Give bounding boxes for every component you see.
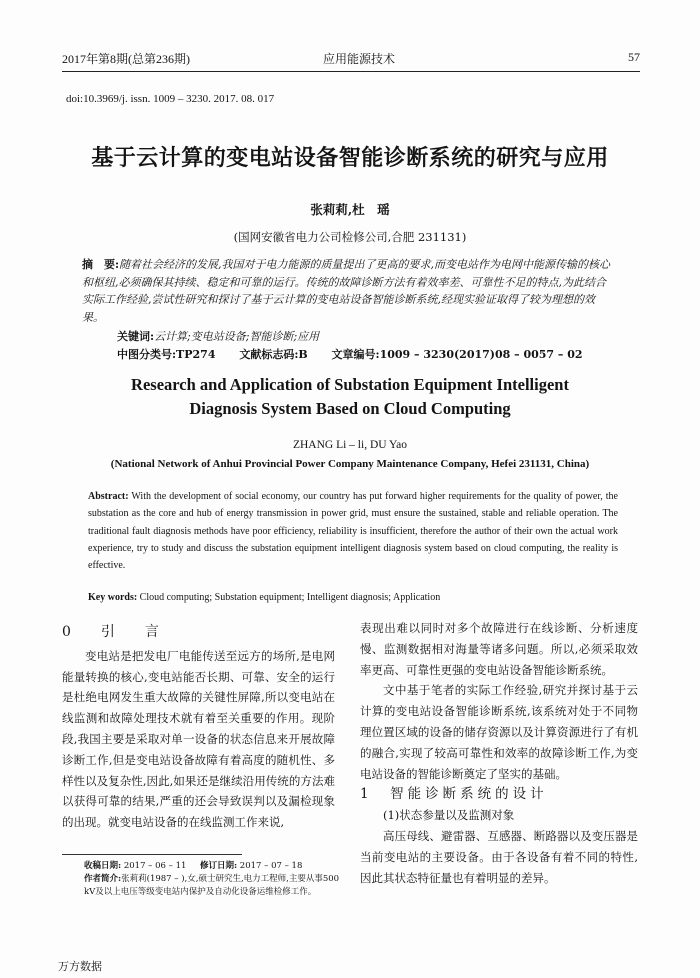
abstract-chinese-text: 随着社会经济的发展,我国对于电力能源的质量提出了更高的要求,而变电站作为电网中能源传输的核心和枢纽,必须确保其持续、稳定和可靠的运行。传统的故障诊断方法有着效率差、可靠性不足的特点,为此结合实际工作经验,尝试性研究和探讨了基于云计算的变电站设备智能诊断系统,经现实验证取得了较为理想的效果。 [82,258,611,324]
section-1-heading: 1 智能诊断系统的设计 [360,786,548,803]
abstract-english [88,488,618,574]
footnote-dates [84,860,344,873]
classification-line [117,346,637,362]
header-rule [62,71,640,72]
running-header [62,50,640,70]
keywords-english-label: Key words: [88,592,138,603]
keywords-chinese-text: 云计算;变电站设备;智能诊断;应用 [154,330,320,343]
footnote-rule [62,854,242,855]
footnote [84,860,344,899]
keywords-chinese [117,328,617,344]
body-column-left [62,622,335,833]
title-english [0,373,700,421]
footnote-author [84,873,344,899]
received-date: 2017 – 06 – 11 [123,861,187,871]
keywords-english [88,592,618,603]
document-code: 文献标志码:B [239,348,308,361]
title-english-line1: Research and Application of Substation Equipment Intelligent [131,375,569,394]
page-number: 57 [628,50,640,64]
author-bio: 张莉莉(1987 – ),女,硕士研究生,电力工程师,主要从事500 kV及以上电压等级变电站内保护及自动化设备运维检修工作。 [84,874,340,897]
article-number: 文章编号:1009 – 3230(2017)08 – 0057 – 02 [331,348,583,361]
keywords-english-text: Cloud computing; Substation equipment; Intelligent diagnosis; Application [139,592,441,603]
author-bio-label: 作者简介: [84,874,122,884]
abstract-english-label: Abstract: [88,491,129,502]
doi: doi:10.3969/j. issn. 1009 – 3230. 2017. 08. 017 [66,93,275,105]
abstract-chinese [82,256,612,326]
watermark: 万方数据 [58,960,102,973]
clc-number: 中图分类号:TP274 [117,348,216,361]
body-column-right [360,618,638,888]
authors-english: ZHANG Li – li, DU Yao [292,439,408,451]
authors-chinese: 张莉莉,杜 瑶 [310,202,390,217]
section-0-paragraph-1: 变电站是把发电厂电能传送至远方的场所,是电网能量转换的核心,变电站能否长期、可靠、安全的运行是杜绝电网发生重大故障的关键性屏障,所以变电站在线监测和故障处理技术就有着至关重要的作用。现阶段,我国主要是采取对单一设备的状态信息来开展故障诊断工作,但是变电站设备故障有着高度的随机性、多样性以及复杂性,因此,如果还是继续沿用传统的方法难以获得可靠的结果,严重的还会导致误判以及漏检现象的出现。就变电站设备的在线监测工作来说, [62,648,335,830]
issue-info: 2017年第8期(总第236期) [62,52,190,66]
journal-name: 应用能源技术 [323,52,396,66]
section-0-heading: 0 引 言 [62,624,167,640]
subsection-1-heading: (1)状态参量以及监测对象 [383,808,515,823]
abstract-english-text: With the development of social economy, our country has put forward higher requirements for the quality of power, the substation as the core and hub of energy transmission in power grid, must ensure the sustained, stable and reliable operation. The traditional fault diagnosis methods have poor efficiency, reliability is insufficient, therefore the author of their own the actual work experience, try to study and discuss the substation equipment intelligent diagnosis system based on cloud computing, the reality is effective. [88,491,618,572]
abstract-chinese-label: 摘 要: [82,258,120,271]
received-label: 收稿日期: [84,861,122,871]
right-paragraph-1: 表现出难以同时对多个故障进行在线诊断、分析速度慢、监测数据相对海量等诸多问题。所以,必须采取效率更高、可靠性更强的变电站设备智能诊断系统。 [360,621,638,677]
title-chinese: 基于云计算的变电站设备智能诊断系统的研究与应用 [91,145,609,171]
section-1-paragraph-1: 高压母线、避雷器、互感器、断路器以及变压器是当前变电站的主要设备。由于各设备有着不同的特性,因此其状态特征量也有着明显的差异。 [360,828,638,885]
revised-date: 2017 – 07 – 18 [239,861,303,871]
affiliation-english: (National Network of Anhui Provincial Power Company Maintenance Company, Hefei 231131, China) [110,458,590,470]
title-english-line2: Diagnosis System Based on Cloud Computing [189,399,511,418]
affiliation-chinese: (国网安徽省电力公司检修公司,合肥 231131) [233,230,467,244]
right-paragraph-2: 文中基于笔者的实际工作经验,研究并探讨基于云计算的变电站设备智能诊断系统,该系统对处于不同物理位置区域的设备的储存资源以及计算资源进行了有机的融合,实现了较高可靠性和效率的故障诊断工作,为变电站设备的智能诊断奠定了坚实的基础。 [360,683,638,781]
revised-label: 修订日期: [199,861,238,871]
keywords-chinese-label: 关键词: [117,330,155,343]
